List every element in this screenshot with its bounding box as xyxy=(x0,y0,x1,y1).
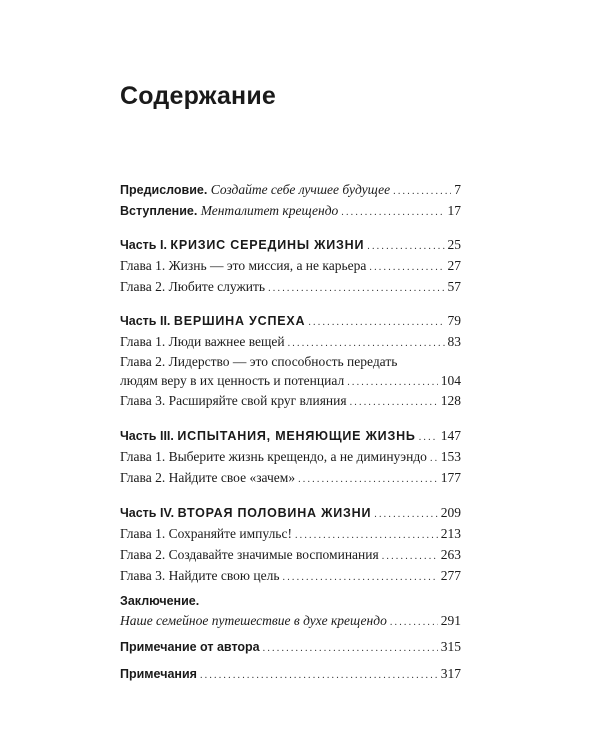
dot-leader xyxy=(390,613,438,632)
part-title: КРИЗИС СЕРЕДИНЫ ЖИЗНИ xyxy=(170,238,365,252)
chapter-label: Глава 3. Найдите свою цель xyxy=(120,568,280,583)
toc-chapter[interactable] xyxy=(120,371,461,390)
page-number: 177 xyxy=(440,470,461,485)
page-number: 315 xyxy=(440,639,461,654)
toc-entry-label: Заключение. xyxy=(120,594,200,608)
toc-chapter[interactable] xyxy=(120,523,461,544)
toc-chapter[interactable] xyxy=(120,446,461,467)
dot-leader xyxy=(268,278,444,299)
dot-leader xyxy=(393,181,451,202)
page-number: 104 xyxy=(440,373,461,388)
toc-chapter[interactable] xyxy=(120,255,461,276)
dot-leader xyxy=(419,427,438,448)
dot-leader xyxy=(374,504,437,525)
toc-chapter[interactable] xyxy=(120,565,461,586)
toc-entry-preface[interactable] xyxy=(120,179,461,200)
page-number: 263 xyxy=(440,547,461,562)
dot-leader xyxy=(369,257,444,278)
toc-entry-label: Вступление. xyxy=(120,204,198,218)
toc-chapter[interactable] xyxy=(120,467,461,488)
toc-chapter[interactable] xyxy=(120,390,461,411)
dot-leader xyxy=(382,546,438,567)
page-number: 83 xyxy=(447,334,461,349)
part-label: Часть IV. xyxy=(120,506,175,520)
page-number: 79 xyxy=(447,313,461,328)
toc-entry-subtitle: Создайте себе лучшее будущее xyxy=(210,182,391,197)
page-number: 57 xyxy=(447,279,461,294)
dot-leader xyxy=(350,392,438,413)
page-number: 7 xyxy=(454,182,461,197)
chapter-label: Глава 2. Найдите свое «зачем» xyxy=(120,470,296,485)
dot-leader xyxy=(295,525,438,546)
part-title: ИСПЫТАНИЯ, МЕНЯЮЩИЕ ЖИЗНЬ xyxy=(177,429,416,443)
toc-entry-conclusion[interactable] xyxy=(120,611,461,630)
chapter-label: Глава 3. Расширяйте свой круг влияния xyxy=(120,393,347,408)
part-title: ВТОРАЯ ПОЛОВИНА ЖИЗНИ xyxy=(177,506,372,520)
page-number: 277 xyxy=(440,568,461,583)
toc-part-1[interactable] xyxy=(120,234,461,255)
toc-chapter[interactable] xyxy=(120,544,461,565)
toc-part-4[interactable] xyxy=(120,502,461,523)
toc-part-3[interactable] xyxy=(120,425,461,446)
toc-entry-intro[interactable] xyxy=(120,200,461,221)
chapter-label-line1: Глава 2. Лидерство — это способность передать xyxy=(120,354,398,369)
part-label: Часть III. xyxy=(120,429,174,443)
dot-leader xyxy=(430,448,438,469)
page-number: 209 xyxy=(440,505,461,520)
toc-entry-subtitle: Наше семейное путешествие в духе крещендо xyxy=(120,613,387,628)
page-number: 291 xyxy=(440,613,461,628)
page-number: 17 xyxy=(447,203,461,218)
toc-entry-label: Примечания xyxy=(120,667,197,681)
chapter-label: Глава 1. Сохраняйте импульс! xyxy=(120,526,292,541)
toc-chapter[interactable] xyxy=(120,331,461,352)
toc-entry-label: Примечание от автора xyxy=(120,640,260,654)
dot-leader xyxy=(283,567,438,588)
dot-leader xyxy=(347,373,438,392)
page-number: 317 xyxy=(440,666,461,681)
toc-part-2[interactable] xyxy=(120,310,461,331)
page-number: 27 xyxy=(447,258,461,273)
toc-entry-notes[interactable] xyxy=(120,663,461,684)
page-number: 153 xyxy=(440,449,461,464)
toc-entry-label: Предисловие. xyxy=(120,183,208,197)
page-number: 213 xyxy=(440,526,461,541)
part-label: Часть II. xyxy=(120,314,171,328)
page-number: 25 xyxy=(447,237,461,252)
dot-leader xyxy=(200,665,438,686)
part-label: Часть I. xyxy=(120,238,167,252)
dot-leader xyxy=(288,333,445,354)
dot-leader xyxy=(298,469,438,490)
dot-leader xyxy=(341,202,444,223)
page-number: 128 xyxy=(440,393,461,408)
chapter-label: людям веру в их ценность и потенциал xyxy=(120,373,345,388)
chapter-label: Глава 1. Жизнь — это миссия, а не карьера xyxy=(120,258,367,273)
table-of-contents xyxy=(120,179,461,684)
toc-entry-author-note[interactable] xyxy=(120,636,461,657)
dot-leader xyxy=(367,236,444,257)
toc-chapter[interactable] xyxy=(120,276,461,297)
page-title: Содержание xyxy=(120,82,277,110)
part-title: ВЕРШИНА УСПЕХА xyxy=(173,314,306,328)
page-number: 147 xyxy=(440,428,461,443)
chapter-label: Глава 2. Создавайте значимые воспоминания xyxy=(120,547,379,562)
chapter-label: Глава 1. Выберите жизнь крещендо, а не диминуэндо xyxy=(120,449,427,464)
chapter-label: Глава 1. Люди важнее вещей xyxy=(120,334,285,349)
dot-leader xyxy=(263,638,438,659)
chapter-label: Глава 2. Любите служить xyxy=(120,279,266,294)
toc-entry-subtitle: Менталитет крещендо xyxy=(200,203,339,218)
dot-leader xyxy=(308,312,444,333)
